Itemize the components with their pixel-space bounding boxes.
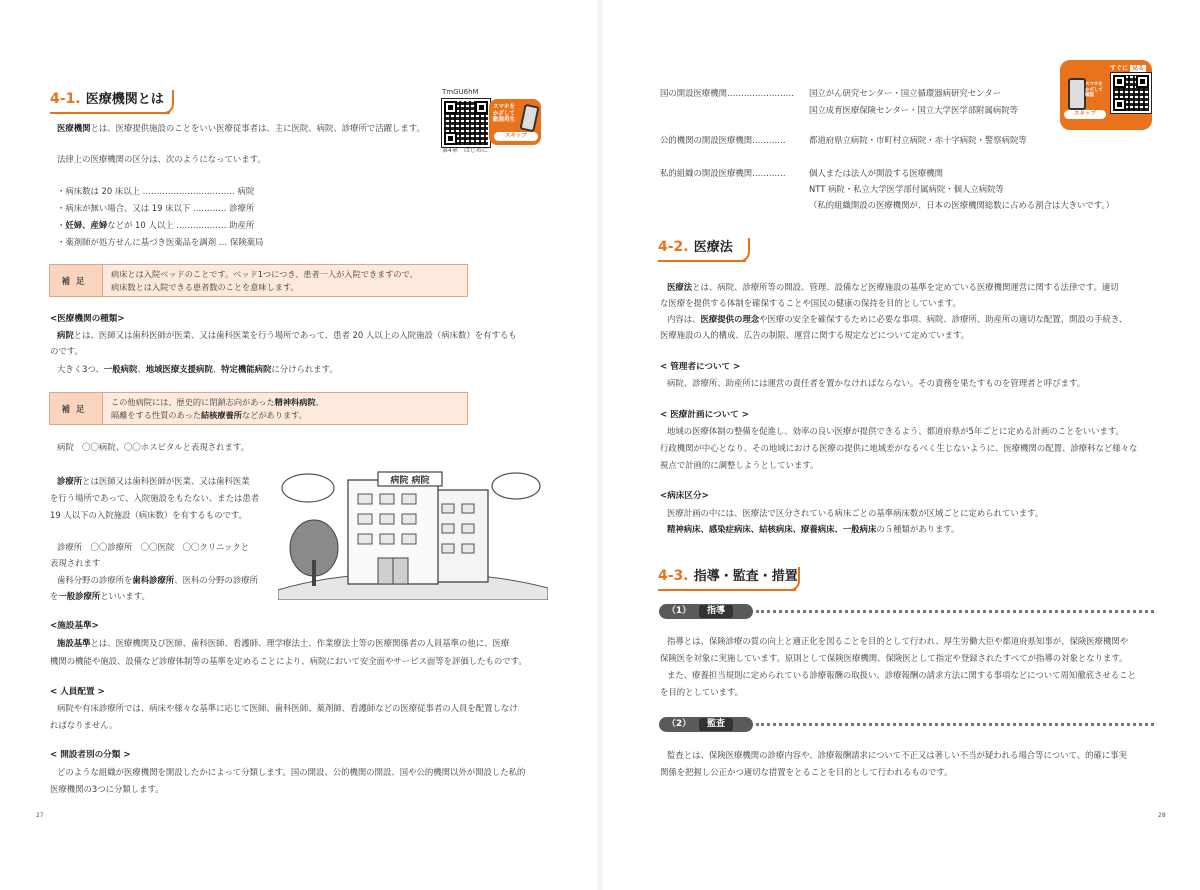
clinic-line-1: 診療所とは医師又は歯科医師が医業、又は歯科医業 [57,476,250,486]
qr-code[interactable] [442,99,490,147]
law-line-2: な医療を提供する体制を確保することや国民の健康の保持を目的としています。 [660,298,961,308]
founder-private-label: 私的組織の開設医療機関………… [660,168,786,178]
manager-line-1: 病院、診療所、助産所には運営の責任者を置かなければならない。その責務を果たすものを管理者と呼びます。 [667,378,1086,388]
qr-caption: 第4章 はじめに [442,147,488,154]
supplement-text: この他病院には、歴史的に閉鎖志向があった精神科病院、 隔離をする性質のあった結核療養所などがあります。 [111,397,324,420]
dental-line-2: を一般診療所といいます。 [50,591,150,601]
plan-heading: < 医療計画について > [660,410,749,420]
guidance-line-4: を目的としています。 [660,687,744,697]
skip-text: スマホを かざして 動画再生 [493,104,516,123]
plan-line-3: 視点で計画的に調整しようとしています。 [660,460,819,470]
section-number: 4-2. [658,239,689,255]
clinic-names-2: 表現されます [50,558,101,568]
guidance-line-1: 指導とは、保険診療の質の向上と適正化を図ることを目的として行われ、厚生労働大臣や都道府県知事が、保険医療機関や [667,636,1129,646]
left-page [0,0,598,890]
kinds-line-3: 大きく3つ、一般病院、地域医療支援病院、特定機能病院に分けられます。 [57,364,338,374]
founder-private-line-1: 個人または法人が開設する医療機関 [809,168,943,178]
right-page [602,0,1200,890]
staffing-line-1: 病院や有床診療所では、病床や様々な基準に応じて医師、歯科医師、薬剤師、看護師などの医療従事者の人員を配置しなけ [57,703,518,713]
supplement-note-2 [49,392,468,425]
section-title-4-3 [658,565,808,591]
founders-line-1: どのような組織が医療機関を開設したかによって分類します。国の開設、公的機関の開設、国や公的機関以外が開設した私的 [57,767,526,777]
facility-heading: <施設基準> [50,621,99,631]
law-line-3: 内容は、医療提供の理念や医療の安全を確保するために必要な事項、病院、診療所、助産所の適切な配置、開設の手続き、 [667,314,1128,324]
founder-national-line-1: 国立がん研究センター・国立循環器病研究センター [809,88,1001,98]
section-title-4-1 [50,88,180,114]
intro-text: 医療機関とは、医療提供施設のことをいい医療従事者は、主に医院、病院、診療所で活躍します。 [57,123,425,133]
founder-public-label: 公的機関の開設医療機関………… [660,135,786,145]
founder-private-line-2: NTT 病院・私立大学医学部付属病院・個人立病院等 [809,184,1004,194]
skip-label: スキップ [494,132,538,141]
title-hook [788,567,800,591]
audit-line-2: 関係を把握し公正かつ適切な措置をとることを目的として行われるものです。 [660,767,953,777]
manager-heading: < 管理者について > [660,362,741,372]
smartphone-icon [519,104,539,133]
skip-video-badge[interactable] [489,99,541,145]
title-hook [162,90,174,114]
staffing-line-2: ればなりません。 [50,720,118,730]
title-hook [738,238,750,262]
section-name: 指導・監査・措置 [693,569,798,584]
list-item-midwifery: ・妊婦、産婦などが 10 人以上 ……………… 助産所 [57,220,255,230]
beds-line-1: 医療計画の中には、医療法で区分されている病床ごとの基準病床数が区域ごとに定められています。 [667,508,1044,518]
law-line-1: 医療法とは、病院、診療所等の開設、管理、設備など医療施設の基準を定めている医療機関運営に関する法律です。適切 [667,282,1119,292]
staffing-heading: < 人員配置 > [50,687,105,697]
skip-label: スキップ [1064,110,1106,119]
section-title-4-2 [658,236,758,262]
section-name: 医療法 [693,240,733,255]
guidance-line-2: 保険医を対象に実施しています。原則として保険医療機関、保険医として指定や登録されたすべてが指導の対象となります。 [660,653,1128,663]
founder-national-label: 国の開設医療機関…………………… [660,88,794,98]
beds-line-2: 精神病床、感染症病床、結核病床、療養病床、一般病床の５種類があります。 [667,524,960,534]
page-number-right: 28 [1158,812,1166,819]
supplement-note-1 [49,264,468,297]
plan-line-1: 地域の医療体制の整備を促進し、効率の良い医療が提供できるよう、都道府県が5年ごとに定める計画のことをいいます。 [667,426,1124,436]
clinic-names-1: 診療所 〇〇診療所 〇〇医院 〇〇クリニックと [57,542,250,552]
skip-text: スマホを かざして 確認 [1085,82,1103,98]
founder-private-line-3: （私的組織開設の医療機関が、日本の医療機関総数に占める割合は大きいです。） [809,200,1115,210]
supplement-text: 病床とは入院ベッドのことです。ベッド1つにつき、患者一人が入院できますので、 病床数とは入院できる患者数のことを意味します。 [111,269,418,292]
clinic-line-3: 19 人以下の入院施設（病床数）を有するものです。 [50,510,247,520]
plan-line-2: 行政機関が中心となり、その地域における医療の提供に地域差がなるべく生じないように、医療機関の配置、診療科など様々な [660,443,1138,453]
badge-top-text: すぐに 見る [1110,65,1145,72]
guidance-dotted-rule [756,610,1154,613]
title-underline [50,112,170,114]
qr-code[interactable] [1111,73,1151,113]
beds-heading: <病床区分> [660,491,709,501]
section-number: 4-3. [658,568,689,584]
founder-national-line-2: 国立成育医療保険センター・国立大学医学部附属病院等 [809,105,1019,115]
kinds-heading: <医療機関の種類> [50,314,125,324]
guidance-pill: （1） 指導 [659,604,753,619]
section-name: 医療機関とは [85,92,164,107]
kinds-line-1: 病院とは、医師又は歯科医師が医業、又は歯科医業を行う場所であって、患者 20 人以上の入院施設（病床数）を有するも [57,330,517,340]
audit-line-1: 監査とは、保険医療機関の診療内容や、診療報酬請求について不正又は著しい不当が疑われる場合等について、的確に事実 [667,750,1127,760]
founders-line-2: 医療機関の3つに分類します。 [50,784,164,794]
law-line-4: 医療施設の人的構成、広告の制限、運営に関する規定などについて定めています。 [660,330,970,340]
list-item-hospital: ・病床数は 20 床以上 …………………………… 病院 [57,186,255,196]
list-item-pharmacy: ・薬剤師が処方せんに基づき医薬品を調剤 … 保険薬局 [57,237,264,247]
guidance-line-3: また、療養担当規則に定められている診療報酬の取扱い、診療報酬の請求方法に関する事項などについて周知徹底させること [667,670,1136,680]
building-sign: 病院 病院 [390,476,430,486]
hospital-names: 病院 〇〇病院、〇〇ホスピタルと表現されます。 [57,442,249,452]
supplement-label: 補足 [50,393,103,424]
title-underline [658,260,746,262]
audit-pill: （2） 監査 [659,717,753,732]
hospital-illustration [278,460,548,600]
clinic-line-2: を行う場所であって、入院施設をもたない、または患者 [50,493,260,503]
facility-line-2: 機関の機能や施設、設備など診療体制等の基準を定めることにより、病院において安全面やサービス面等を評価したものです。 [50,656,527,666]
dental-line-1: 歯科分野の診療所を歯科診療所、医科の分野の診療所 [57,575,258,585]
founder-public-line-1: 都道府県立病院・市町村立病院・赤十字病院・警察病院等 [809,135,1027,145]
qr-code-label: TmGU6hM [442,88,479,96]
list-item-clinic: ・病床が無い場合、又は 19 床以下 ………… 診療所 [57,203,255,213]
facility-line-1: 施設基準とは、医療機関及び医師、歯科医師、看護師、理学療法士、作業療法士等の医療関係者の人員基準の他に、医療 [57,638,510,648]
division-intro: 法律上の医療機関の区分は、次のようになっています。 [57,154,266,164]
kinds-line-2: のです。 [50,346,83,356]
page-number-left: 27 [36,812,44,819]
section-number: 4-1. [50,91,81,107]
audit-dotted-rule [756,723,1154,726]
founders-heading: < 開設者別の分類 > [50,750,131,760]
smartphone-icon [1068,78,1086,110]
supplement-label: 補足 [50,265,103,296]
title-underline [658,589,796,591]
